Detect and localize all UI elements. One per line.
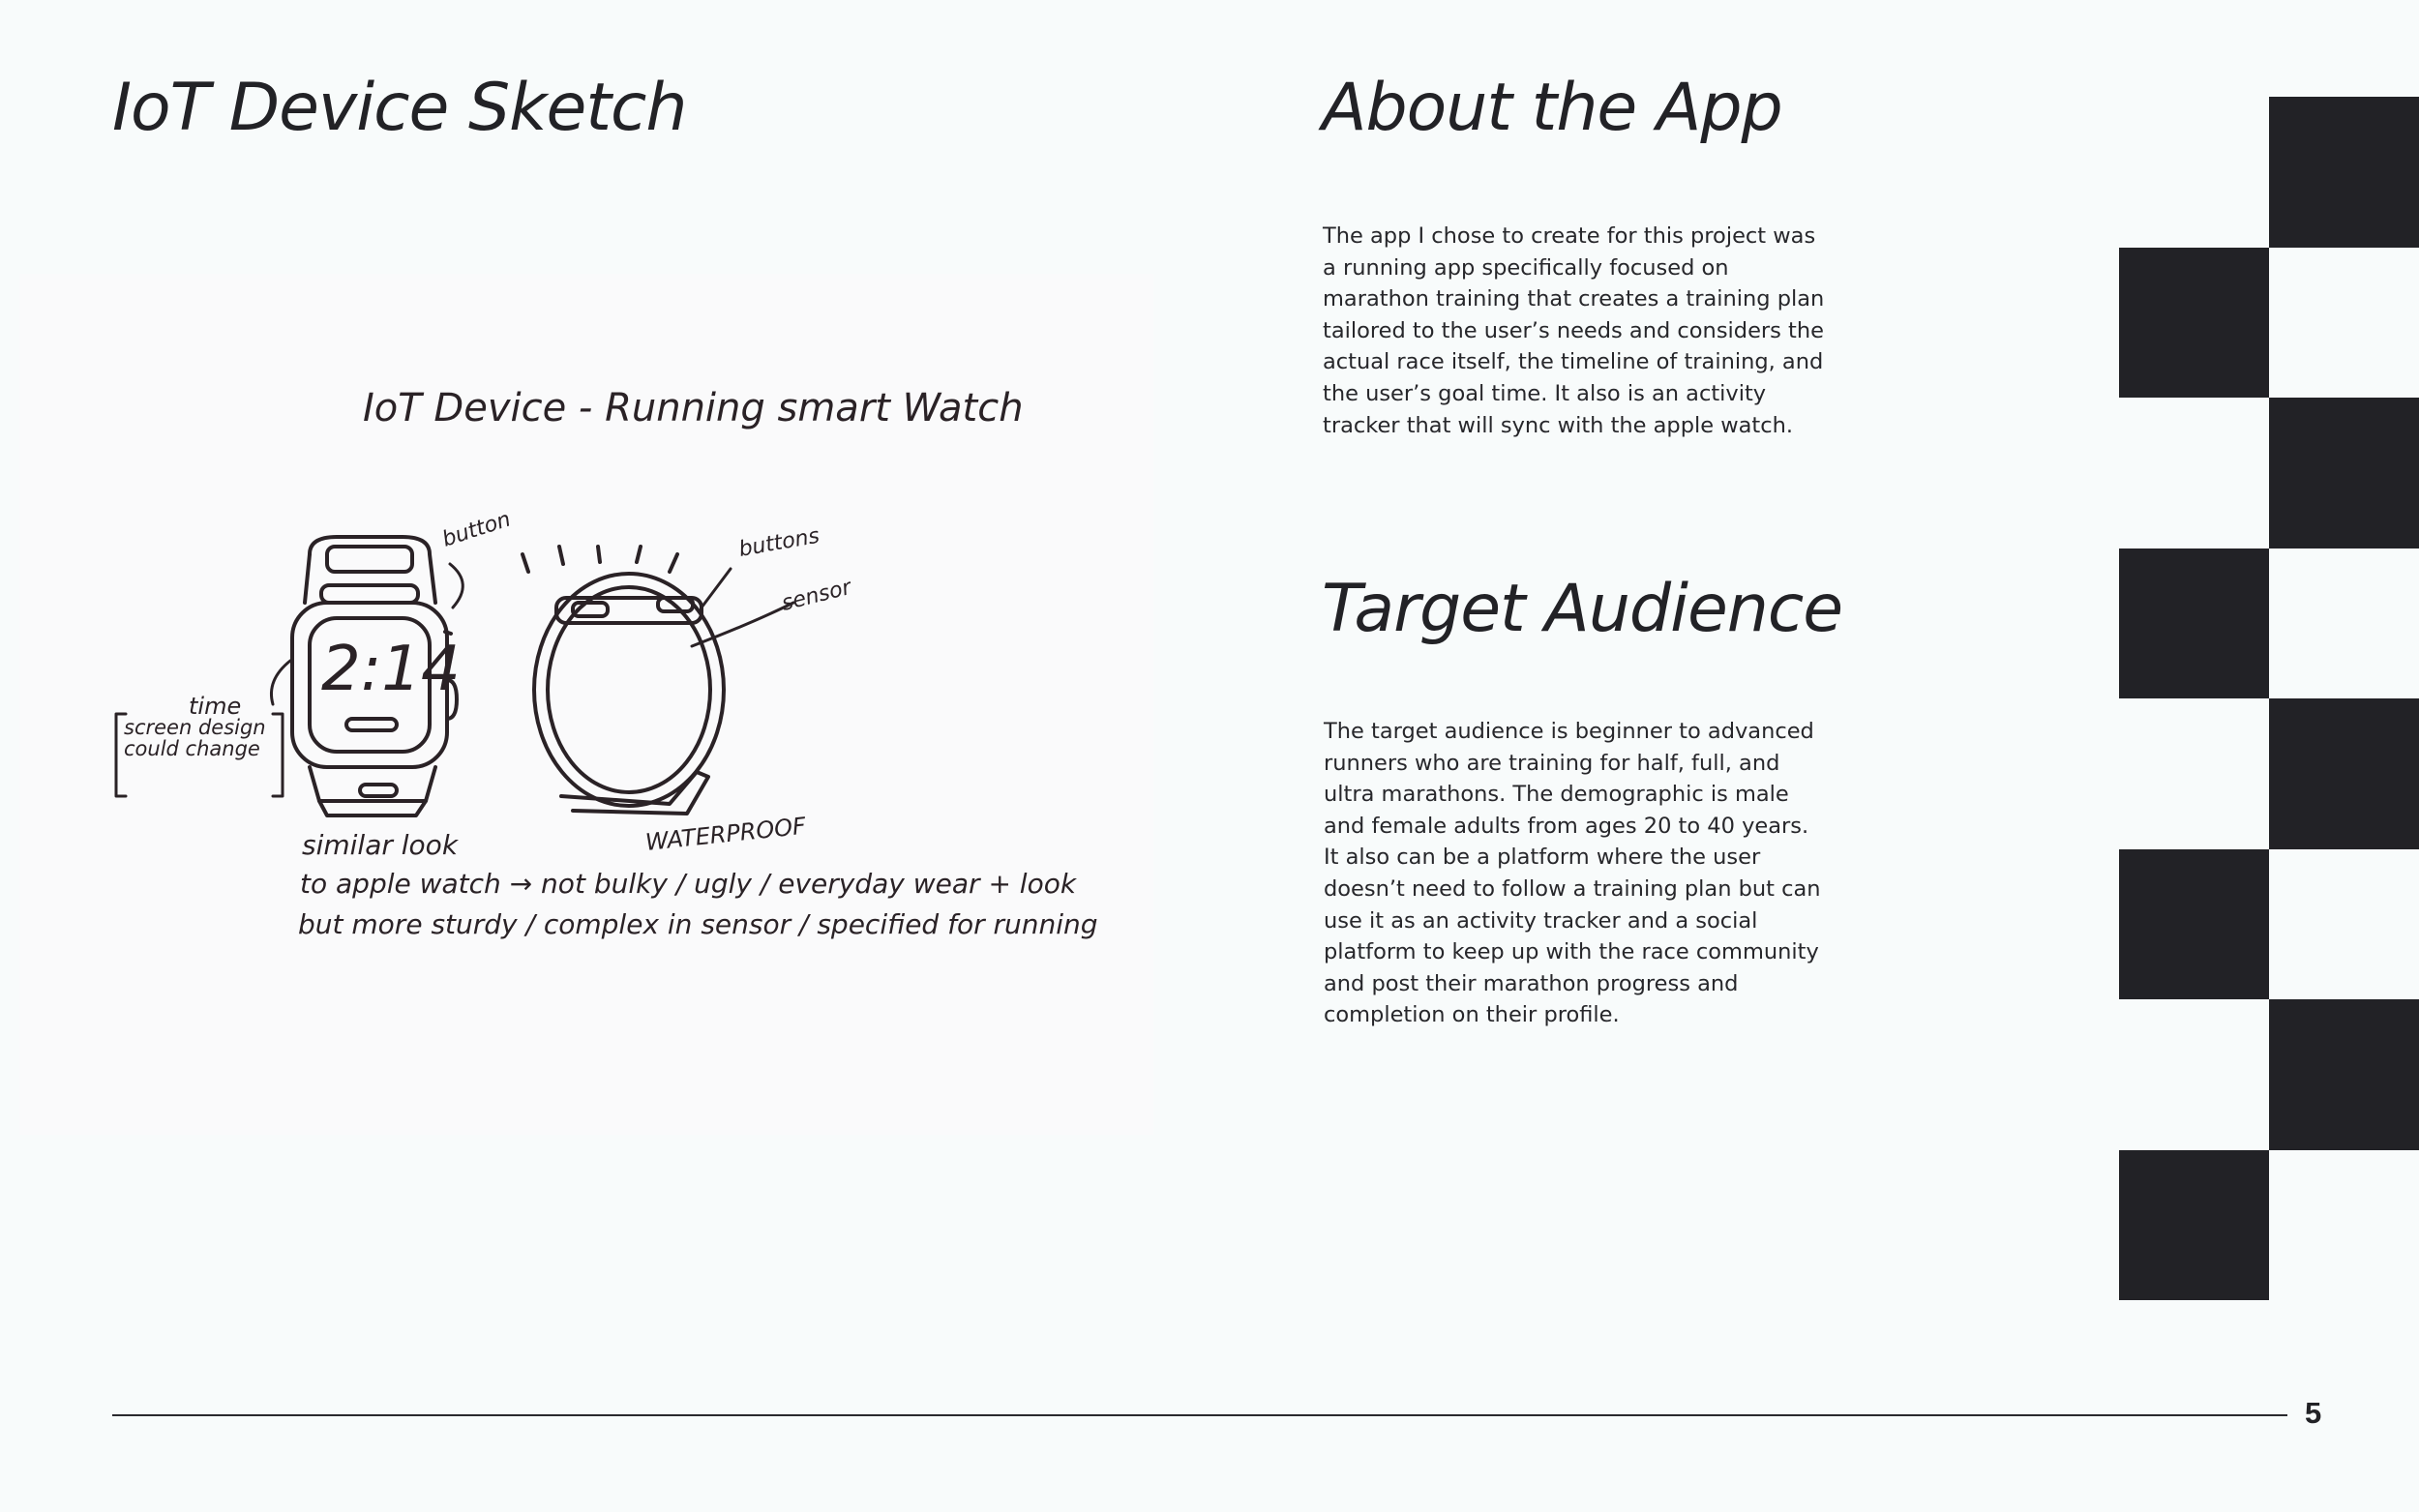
label-sensor: sensor: [779, 575, 854, 616]
checker-square: [2119, 1150, 2269, 1301]
label-waterproof: WATERPROOF: [643, 812, 808, 856]
label-buttons: buttons: [736, 523, 821, 562]
label-screen-note: screen design could change: [124, 717, 266, 760]
checker-square: [2269, 398, 2419, 548]
sketch-note-3: but more sturdy / complex in sensor / specified for running: [298, 908, 1098, 940]
about-heading: About the App: [1322, 70, 1782, 146]
footer-divider: [112, 1414, 2287, 1416]
checker-square: [2119, 248, 2269, 399]
checker-square: [2119, 849, 2269, 1000]
target-audience-body: The target audience is beginner to advanced runners who are training for half, full, and ultra marathons. The demographic is male and female adults from ages 20 to 40 years. It also can be a platform where the user doesn’t need to follow a training plan but can use it as an activity tracker and a social platform to keep up with the race community and post their marathon progress and completion on their profile.: [1324, 719, 1821, 1028]
label-button: button: [439, 507, 514, 552]
watch-side-drawing: [523, 547, 724, 814]
checker-square: [2269, 97, 2419, 248]
sketch-note-1: similar look: [302, 829, 459, 861]
checker-square: [2269, 999, 2419, 1150]
sketch-image: [19, 274, 1153, 1135]
sketch-title: IoT Device - Running smart Watch: [363, 386, 1024, 430]
target-audience-heading: Target Audience: [1322, 571, 1843, 647]
checker-square: [2119, 548, 2269, 699]
sketch-heading: IoT Device Sketch: [112, 70, 687, 146]
sketch-note-2: to apple watch → not bulky / ugly / everyday wear + look: [300, 868, 1077, 900]
checker-square: [2269, 698, 2419, 849]
label-time: time: [189, 693, 242, 720]
page-number: 5: [2305, 1396, 2322, 1430]
watch-display: 2:14: [321, 634, 461, 705]
about-body: The app I chose to create for this project was a running app specifically focused on marathon training that creates a training plan tailored to the user’s needs and considers the actual race itself, the timeline of training, and the user’s goal time. It also is an activity tracker that will sync with the apple watch.: [1323, 223, 1825, 438]
checkerboard-decoration: [2119, 97, 2419, 1300]
